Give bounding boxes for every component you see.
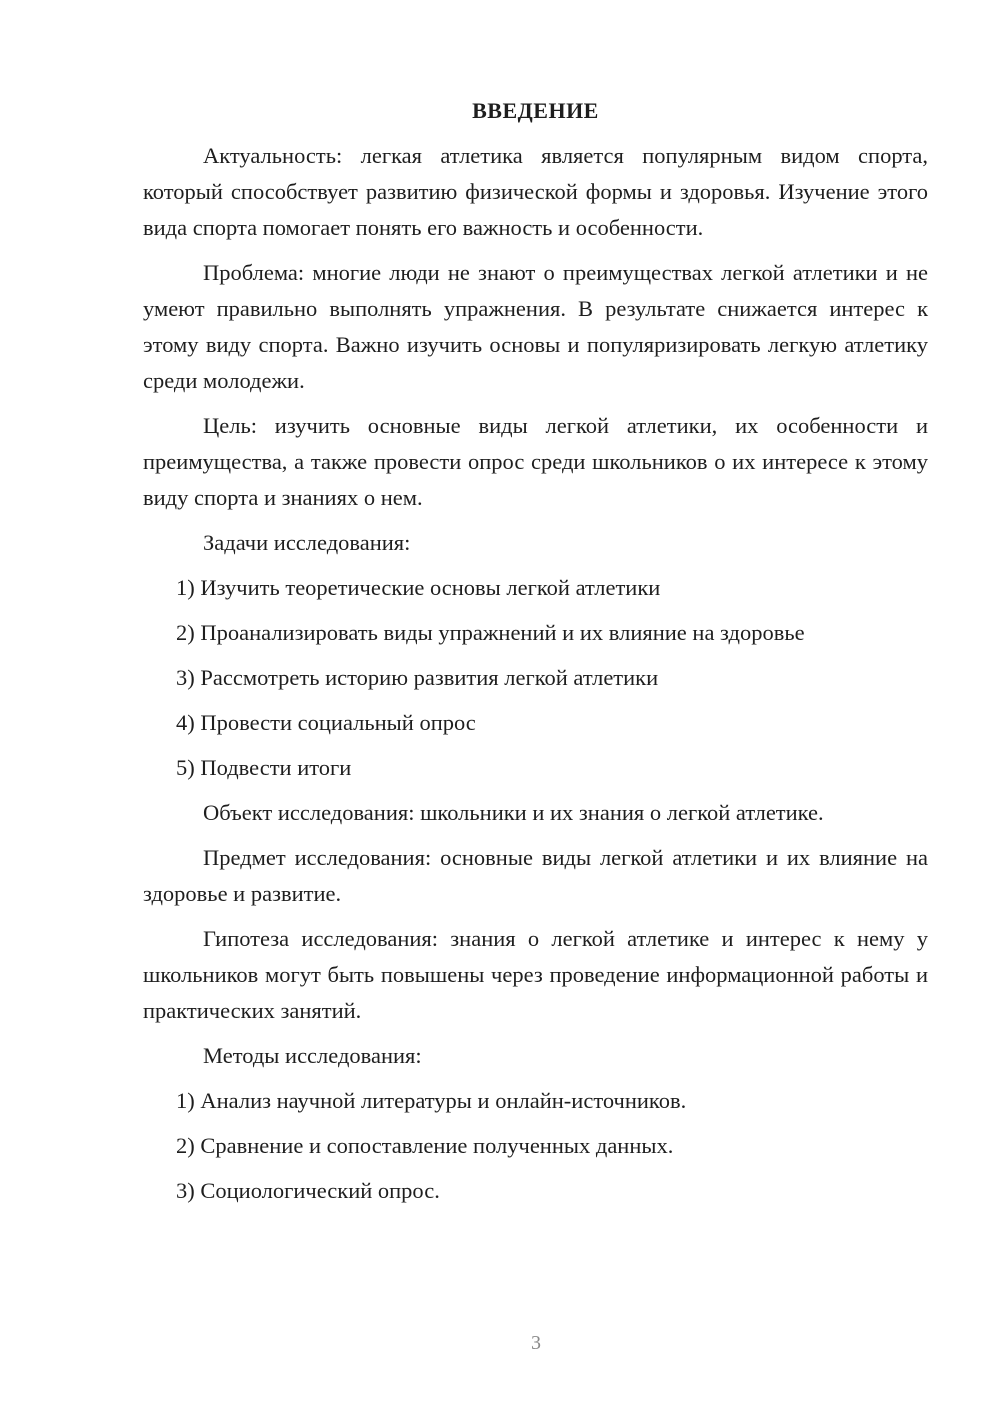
page-number: 3	[531, 1332, 541, 1354]
list-item: 3) Социологический опрос.	[176, 1178, 440, 1203]
list-item: 1) Анализ научной литературы и онлайн-источников.	[176, 1088, 687, 1113]
list-item: 2) Проанализировать виды упражнений и их влияние на здоровье	[176, 620, 805, 645]
methods-heading: Методы исследования:	[203, 1043, 422, 1068]
relevance-paragraph: Актуальность: легкая атлетика является популярным видом спорта, который способствует развитию физической формы и здоровья. Изучение этого вида спорта помогает понять его важность и особенности.	[143, 143, 928, 240]
list-item: 4) Провести социальный опрос	[176, 710, 476, 735]
tasks-list	[143, 570, 928, 786]
list-item: 2) Сравнение и сопоставление полученных данных.	[176, 1133, 674, 1158]
methods-list	[143, 1083, 928, 1209]
list-item: 1) Изучить теоретические основы легкой атлетики	[176, 575, 661, 600]
tasks-heading: Задачи исследования:	[203, 530, 411, 555]
hypothesis-paragraph: Гипотеза исследования: знания о легкой атлетике и интерес к нему у школьников могут быть повышены через проведение информационной работы и практических занятий.	[143, 926, 928, 1023]
list-item: 3) Рассмотреть историю развития легкой атлетики	[176, 665, 659, 690]
list-item: 5) Подвести итоги	[176, 755, 352, 780]
object-paragraph: Объект исследования: школьники и их знания о легкой атлетике.	[203, 800, 824, 825]
problem-paragraph: Проблема: многие люди не знают о преимуществах легкой атлетики и не умеют правильно выполнять упражнения. В результате снижается интерес к этому виду спорта. Важно изучить основы и популяризировать легкую атлетику среди молодежи.	[143, 260, 928, 393]
subject-paragraph: Предмет исследования: основные виды легкой атлетики и их влияние на здоровье и развитие.	[143, 845, 928, 906]
page-title: ВВЕДЕНИЕ	[472, 98, 599, 123]
page-content	[143, 93, 928, 1218]
goal-paragraph: Цель: изучить основные виды легкой атлетики, их особенности и преимущества, а также провести опрос среди школьников о их интересе к этому виду спорта и знаниях о нем.	[143, 413, 928, 510]
